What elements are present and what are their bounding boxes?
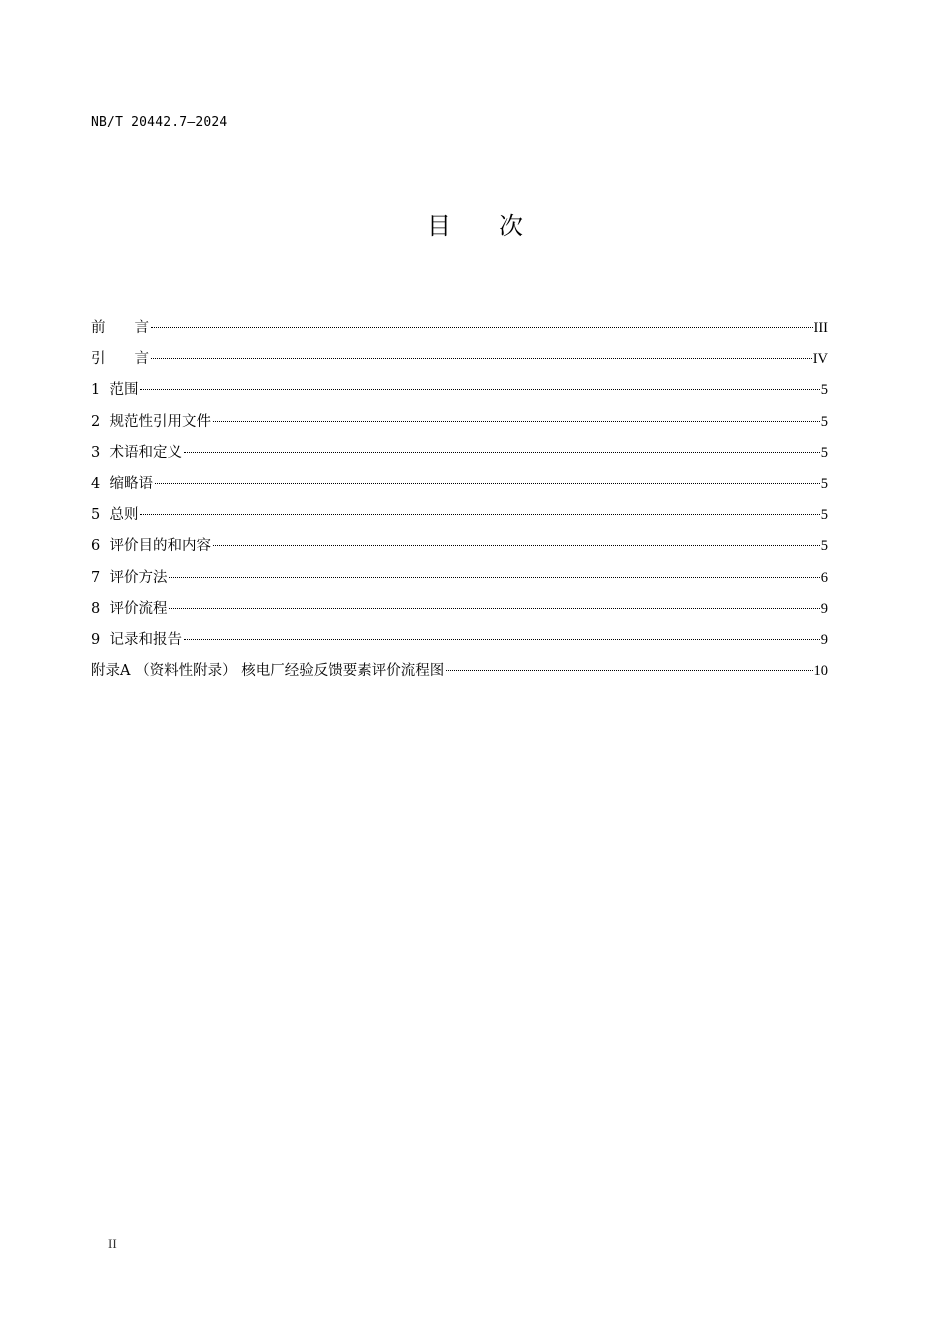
toc-leader-dots [140,514,819,515]
toc-entry-page: 9 [820,600,828,617]
toc-entry-label: 3 术语和定义 [91,444,182,461]
toc-leader-dots [140,389,819,390]
toc-entry-label: 引 言 [91,351,149,368]
toc-entry[interactable] [91,505,828,536]
toc-leader-dots [446,670,812,671]
table-of-contents [91,318,828,692]
page-title [0,206,950,241]
toc-entry-label: 7 评价方法 [91,569,168,586]
toc-entry-label: 2 规范性引用文件 [91,413,211,430]
toc-leader-dots [169,608,819,609]
page-number: II [108,1236,117,1251]
toc-leader-dots [184,452,820,453]
toc-entry-page: 9 [820,631,828,648]
toc-leader-dots [213,545,820,546]
toc-entry[interactable] [91,599,828,630]
toc-entry-page: IV [812,351,828,368]
toc-entry-page: 5 [820,382,828,399]
toc-entry[interactable] [91,318,828,349]
toc-entry-page: 10 [813,663,828,680]
title-char-2: 次 [499,212,523,240]
toc-entry-label: 附录A （资料性附录） 核电厂经验反馈要素评价流程图 [91,663,445,680]
toc-entry[interactable] [91,412,828,443]
toc-leader-dots [213,421,820,422]
document-code: NB/T 20442.7—2024 [91,115,228,130]
toc-entry-label: 前 言 [91,320,149,336]
toc-entry[interactable] [91,380,828,411]
toc-leader-dots [169,577,819,578]
toc-entry-page: III [813,320,828,336]
toc-entry[interactable] [91,474,828,505]
toc-entry-page: 5 [820,444,828,461]
toc-entry[interactable] [91,349,828,380]
toc-leader-dots [151,327,813,328]
toc-entry-label: 8 评价流程 [91,600,168,617]
toc-leader-dots [184,639,820,640]
toc-entry[interactable] [91,536,828,567]
toc-leader-dots [155,483,820,484]
toc-entry-label: 1 范围 [91,382,139,399]
toc-entry-page: 6 [820,569,828,586]
toc-leader-dots [151,358,812,359]
toc-entry-page: 5 [820,413,828,430]
toc-entry-page: 5 [820,538,828,555]
toc-entry-label: 4 缩略语 [91,475,153,492]
title-char-1: 目 [427,212,451,240]
toc-entry[interactable] [91,661,828,692]
toc-entry-page: 5 [820,475,828,492]
toc-entry[interactable] [91,568,828,599]
toc-entry[interactable] [91,630,828,661]
toc-entry-label: 9 记录和报告 [91,631,182,648]
toc-entry[interactable] [91,443,828,474]
toc-entry-label: 5 总则 [91,507,139,524]
toc-entry-label: 6 评价目的和内容 [91,538,211,555]
toc-entry-page: 5 [820,507,828,524]
